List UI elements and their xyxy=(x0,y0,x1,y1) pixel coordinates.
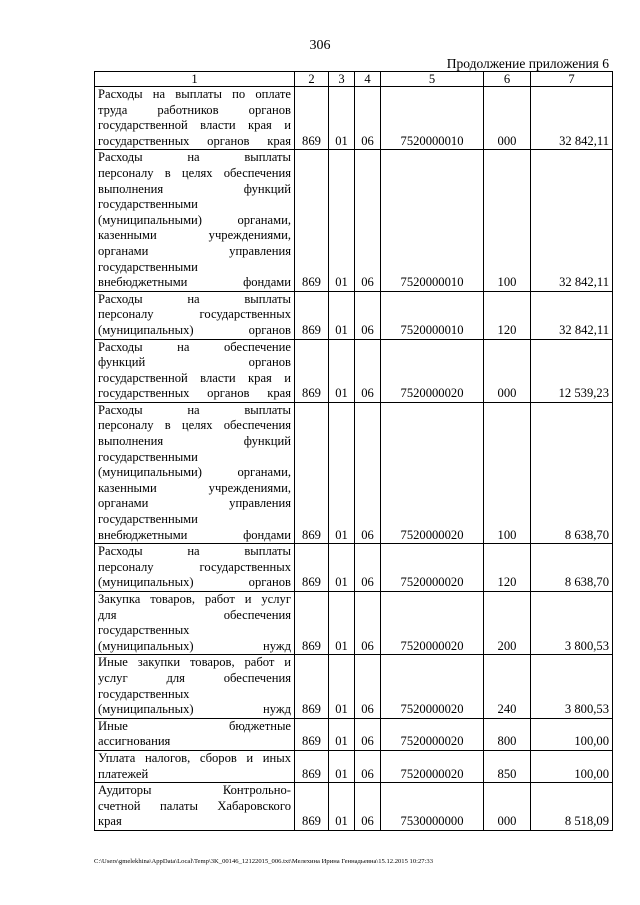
cell-subsection: 06 xyxy=(355,339,381,402)
cell-section: 01 xyxy=(329,402,355,543)
table-row xyxy=(95,150,613,291)
description-line: края xyxy=(98,814,122,829)
cell-amount: 3 800,53 xyxy=(531,592,613,655)
description-line: (муниципальных) органов xyxy=(98,322,291,337)
description-line: персоналу государственных xyxy=(98,559,291,574)
cell-amount: 32 842,11 xyxy=(531,150,613,291)
cell-target-article: 7520000020 xyxy=(381,718,484,750)
cell-amount: 32 842,11 xyxy=(531,87,613,150)
description-line: Аудиторы Контрольно- xyxy=(98,783,291,798)
description-line: органами управления xyxy=(98,243,291,258)
description-line: государственными xyxy=(98,197,198,212)
cell-expense-type: 200 xyxy=(484,592,531,655)
description-line: органами управления xyxy=(98,496,291,511)
cell-section: 01 xyxy=(329,291,355,339)
cell-amount: 100,00 xyxy=(531,718,613,750)
table-row xyxy=(95,718,613,750)
cell-expense-type: 120 xyxy=(484,291,531,339)
description-line: (муниципальными) органами, xyxy=(98,465,291,480)
cell-section: 01 xyxy=(329,718,355,750)
table-row xyxy=(95,655,613,718)
cell-expense-type: 100 xyxy=(484,402,531,543)
cell-admin-code: 869 xyxy=(295,783,329,831)
cell-expense-type: 100 xyxy=(484,150,531,291)
cell-admin-code: 869 xyxy=(295,592,329,655)
header-col-1: 1 xyxy=(95,72,295,87)
description-line: государственными xyxy=(98,512,198,527)
description-line: персоналу в целях обеспечения xyxy=(98,165,291,180)
cell-amount: 8 638,70 xyxy=(531,544,613,592)
cell-subsection: 06 xyxy=(355,150,381,291)
row-description xyxy=(95,783,295,831)
cell-subsection: 06 xyxy=(355,592,381,655)
description-line: государственными xyxy=(98,259,198,274)
description-line: государственной власти края и xyxy=(98,118,291,133)
cell-amount: 8 518,09 xyxy=(531,783,613,831)
cell-target-article: 7520000020 xyxy=(381,402,484,543)
cell-section: 01 xyxy=(329,544,355,592)
row-description xyxy=(95,544,295,592)
row-description xyxy=(95,750,295,782)
cell-admin-code: 869 xyxy=(295,339,329,402)
page-number: 306 xyxy=(309,38,331,53)
description-line: (муниципальными) органами, xyxy=(98,212,291,227)
cell-expense-type: 000 xyxy=(484,87,531,150)
cell-subsection: 06 xyxy=(355,402,381,543)
description-line: Уплата налогов, сборов и иных xyxy=(98,750,291,765)
budget-table xyxy=(94,71,613,831)
description-line: Расходы на выплаты xyxy=(98,544,291,559)
description-line: государственных xyxy=(98,686,190,701)
cell-expense-type: 000 xyxy=(484,783,531,831)
header-col-7: 7 xyxy=(531,72,613,87)
description-line: ассигнования xyxy=(98,734,171,749)
description-line: внебюджетными фондами xyxy=(98,275,291,290)
cell-amount: 3 800,53 xyxy=(531,655,613,718)
table-row xyxy=(95,783,613,831)
description-line: Закупка товаров, работ и услуг xyxy=(98,592,291,606)
description-line: государственных xyxy=(98,623,190,638)
row-description xyxy=(95,718,295,750)
table-row xyxy=(95,339,613,402)
cell-section: 01 xyxy=(329,783,355,831)
cell-admin-code: 869 xyxy=(295,655,329,718)
description-line: выполнения функций xyxy=(98,181,291,196)
description-line: счетной палаты Хабаровского xyxy=(98,798,291,813)
cell-subsection: 06 xyxy=(355,783,381,831)
row-description xyxy=(95,592,295,655)
cell-subsection: 06 xyxy=(355,655,381,718)
table-row xyxy=(95,87,613,150)
cell-expense-type: 240 xyxy=(484,655,531,718)
cell-target-article: 7520000020 xyxy=(381,339,484,402)
description-line: государственных органов края xyxy=(98,386,291,401)
description-line: внебюджетными фондами xyxy=(98,527,291,542)
cell-section: 01 xyxy=(329,150,355,291)
description-line: Расходы на выплаты xyxy=(98,150,291,165)
cell-expense-type: 800 xyxy=(484,718,531,750)
description-line: Расходы на выплаты по оплате xyxy=(98,87,291,101)
description-line: Расходы на обеспечение xyxy=(98,339,291,354)
table-row xyxy=(95,544,613,592)
description-line: казенными учреждениями, xyxy=(98,228,291,243)
cell-target-article: 7520000020 xyxy=(381,655,484,718)
cell-section: 01 xyxy=(329,339,355,402)
description-line: (муниципальных) органов xyxy=(98,575,291,590)
cell-section: 01 xyxy=(329,655,355,718)
description-line: Иные закупки товаров, работ и xyxy=(98,655,291,670)
cell-expense-type: 850 xyxy=(484,750,531,782)
description-line: государственными xyxy=(98,449,198,464)
table-row xyxy=(95,592,613,655)
row-description xyxy=(95,291,295,339)
row-description xyxy=(95,87,295,150)
cell-section: 01 xyxy=(329,592,355,655)
cell-amount: 12 539,23 xyxy=(531,339,613,402)
cell-section: 01 xyxy=(329,87,355,150)
cell-admin-code: 869 xyxy=(295,291,329,339)
description-line: государственных органов края xyxy=(98,133,291,148)
cell-amount: 32 842,11 xyxy=(531,291,613,339)
continuation-label: Продолжение приложения 6 xyxy=(446,56,609,71)
cell-target-article: 7520000010 xyxy=(381,291,484,339)
cell-admin-code: 869 xyxy=(295,544,329,592)
file-path-footer: C:\Users\gmelekhina\AppData\Local\Temp\3K_00146_12122015_006.txt\Мелехина Ирина Геннадьевна\15.12.2015 10:27:33 xyxy=(94,858,433,865)
cell-target-article: 7520000020 xyxy=(381,750,484,782)
description-line: для обеспечения xyxy=(98,607,291,622)
table-row xyxy=(95,750,613,782)
cell-expense-type: 120 xyxy=(484,544,531,592)
cell-target-article: 7520000020 xyxy=(381,544,484,592)
description-line: услуг для обеспечения xyxy=(98,670,291,685)
description-line: персоналу государственных xyxy=(98,307,291,322)
header-row xyxy=(95,72,613,87)
cell-amount: 8 638,70 xyxy=(531,402,613,543)
description-line: функций органов xyxy=(98,355,291,370)
description-line: казенными учреждениями, xyxy=(98,480,291,495)
cell-target-article: 7520000010 xyxy=(381,87,484,150)
cell-target-article: 7530000000 xyxy=(381,783,484,831)
header-col-4: 4 xyxy=(355,72,381,87)
description-line: Расходы на выплаты xyxy=(98,402,291,417)
description-line: выполнения функций xyxy=(98,434,291,449)
cell-admin-code: 869 xyxy=(295,150,329,291)
cell-subsection: 06 xyxy=(355,291,381,339)
cell-subsection: 06 xyxy=(355,718,381,750)
cell-section: 01 xyxy=(329,750,355,782)
header-col-2: 2 xyxy=(295,72,329,87)
cell-admin-code: 869 xyxy=(295,87,329,150)
description-line: персоналу в целях обеспечения xyxy=(98,418,291,433)
header-col-3: 3 xyxy=(329,72,355,87)
header-col-5: 5 xyxy=(381,72,484,87)
description-line: Иные бюджетные xyxy=(98,718,291,733)
cell-admin-code: 869 xyxy=(295,750,329,782)
cell-admin-code: 869 xyxy=(295,402,329,543)
cell-amount: 100,00 xyxy=(531,750,613,782)
description-line: Расходы на выплаты xyxy=(98,291,291,306)
table-row xyxy=(95,291,613,339)
header-col-6: 6 xyxy=(484,72,531,87)
description-line: государственной власти края и xyxy=(98,370,291,385)
cell-expense-type: 000 xyxy=(484,339,531,402)
row-description xyxy=(95,402,295,543)
cell-admin-code: 869 xyxy=(295,718,329,750)
description-line: (муниципальных) нужд xyxy=(98,702,291,717)
cell-target-article: 7520000020 xyxy=(381,592,484,655)
table-row xyxy=(95,402,613,543)
cell-subsection: 06 xyxy=(355,544,381,592)
row-description xyxy=(95,655,295,718)
description-line: труда работников органов xyxy=(98,102,291,117)
description-line: платежей xyxy=(98,766,149,781)
table-body xyxy=(95,87,613,831)
cell-subsection: 06 xyxy=(355,750,381,782)
cell-target-article: 7520000010 xyxy=(381,150,484,291)
row-description xyxy=(95,339,295,402)
cell-subsection: 06 xyxy=(355,87,381,150)
description-line: (муниципальных) нужд xyxy=(98,638,291,653)
row-description xyxy=(95,150,295,291)
